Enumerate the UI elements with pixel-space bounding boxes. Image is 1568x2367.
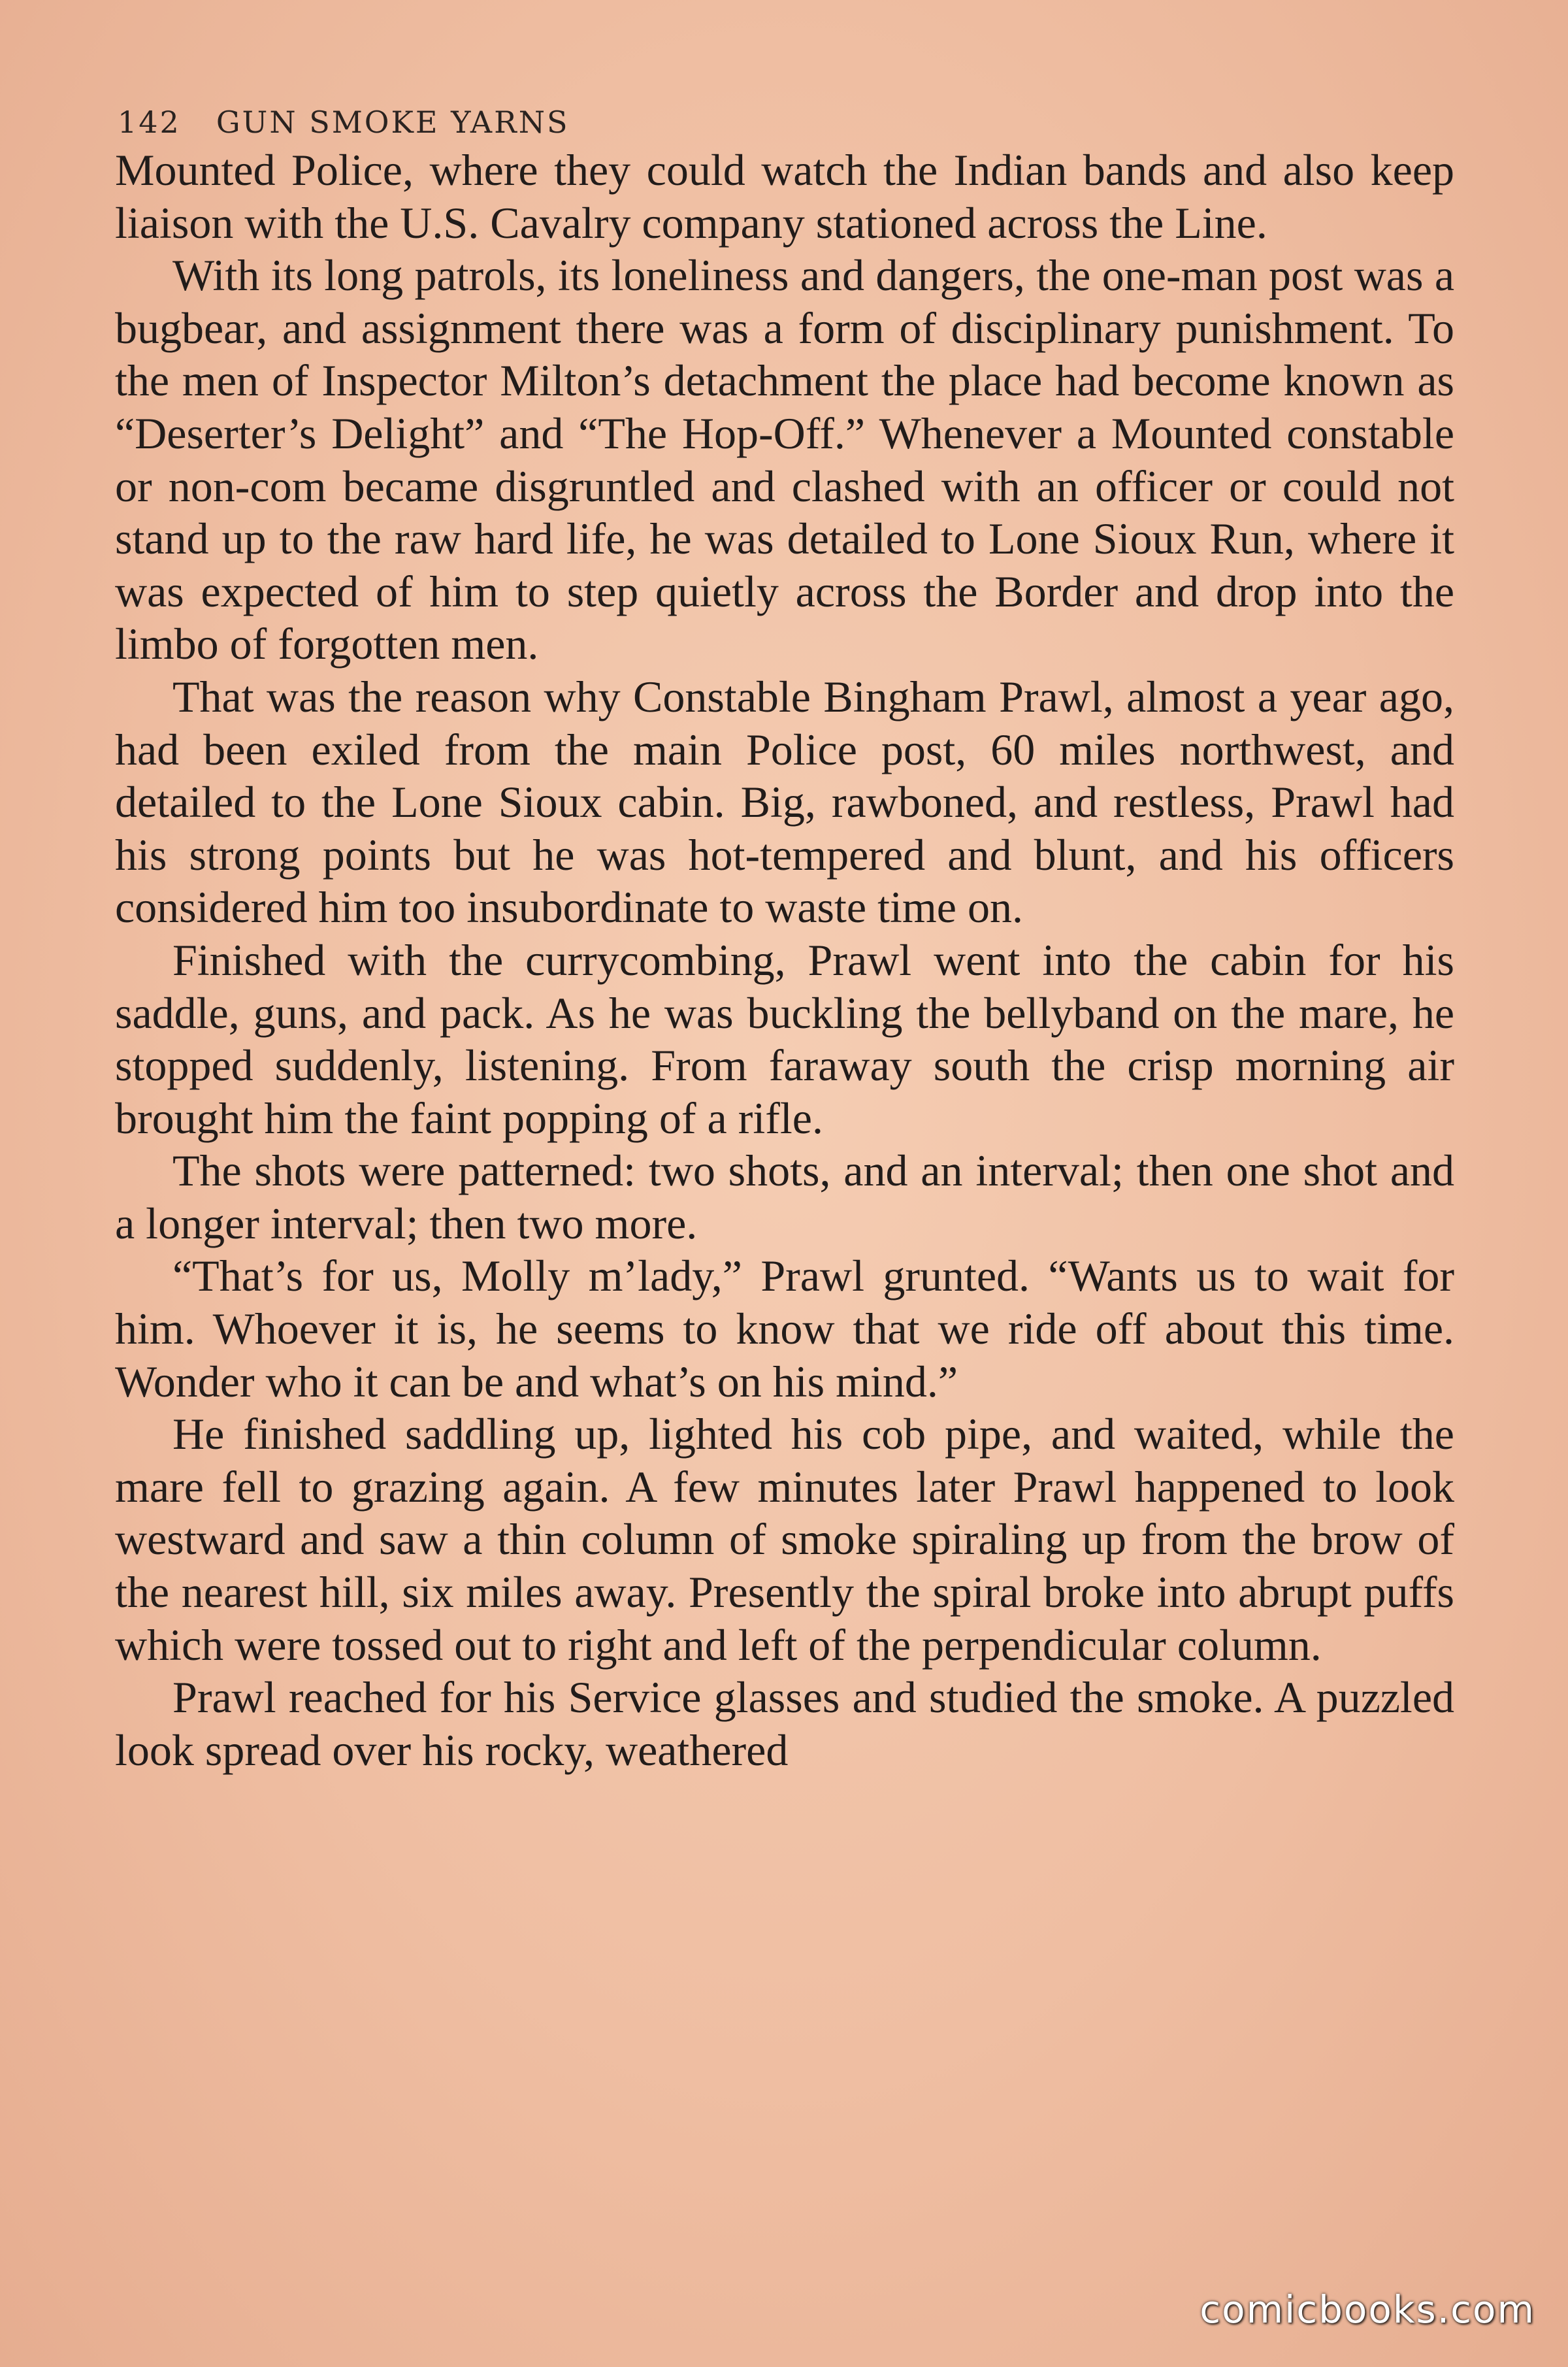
paragraph-4: Finished with the currycombing, Prawl went into the cabin for his saddle, guns, and pack. As he was buckling the bellyband on the mare, he stopped suddenly, listening. From faraway south the crisp morning air brought him the faint popping of a rifle. — [115, 935, 1454, 1143]
body-text — [115, 144, 1454, 2222]
paragraph-3: That was the reason why Constable Bingham Prawl, almost a year ago, had been exiled from the main Police post, 60 miles northwest, and detailed to the Lone Sioux cabin. Big, rawboned, and restless, Prawl had his strong points but he was hot-tempered and blunt, and his officers considered him too insubordinate to waste time on. — [115, 671, 1454, 933]
running-head — [118, 99, 1450, 145]
paragraph-8: Prawl reached for his Service glasses and studied the smoke. A puzzled look spread over his rocky, weathered — [115, 1672, 1454, 1775]
page-number: 142 — [118, 105, 181, 140]
paragraph-5: The shots were patterned: two shots, and an interval; then one shot and a longer interval; then two more. — [115, 1146, 1454, 1248]
paragraph-7: He finished saddling up, lighted his cob pipe, and waited, while the mare fell to grazing again. A few minutes later Prawl happened to look westward and saw a thin column of smoke spiraling up from the brow of the nearest hill, six miles away. Presently the spiral broke into abrupt puffs which were tossed out to right and left of the perpendicular column. — [115, 1409, 1454, 1670]
paragraph-2: With its long patrols, its loneliness and dangers, the one-man post was a bugbear, and assignment there was a form of disciplinary punishment. To the men of Inspector Milton’s detachment the place had become known as “Deserter’s Delight” and “The Hop-Off.” Whenever a Mounted constable or non-com became disgruntled and clashed with an officer or could not stand up to the raw hard life, he was detailed to Lone Sioux Run, where it was expected of him to step quietly across the Border and drop into the limbo of forgotten men. — [115, 250, 1454, 669]
watermark: comicbooks.com — [1200, 2287, 1535, 2332]
paragraph-6: “That’s for us, Molly m’lady,” Prawl grunted. “Wants us to wait for him. Whoever it is, he seems to know that we ride off about this time. Wonder who it can be and what’s on his mind.” — [115, 1251, 1454, 1406]
paragraph-1: Mounted Police, where they could watch the Indian bands and also keep liaison with the U.S. Cavalry company stationed across the Line. — [115, 145, 1454, 248]
book-title: GUN SMOKE YARNS — [216, 105, 570, 140]
